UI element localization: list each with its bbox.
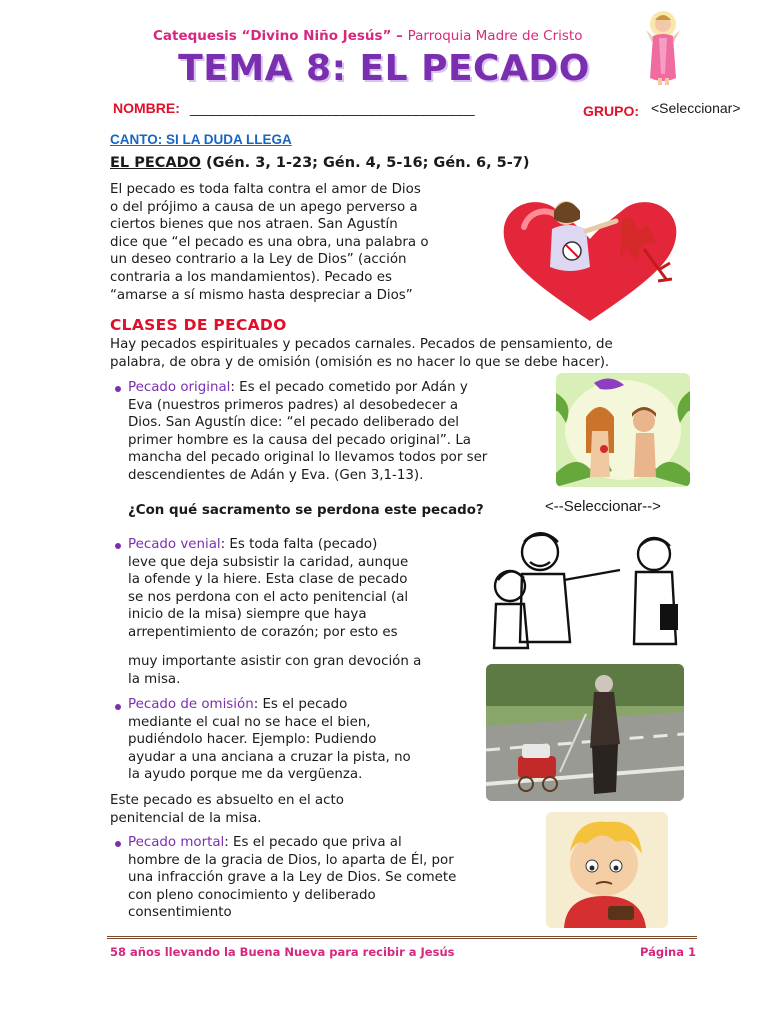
mortal-line: consentimiento bbox=[128, 905, 232, 921]
nombre-field[interactable]: _______________________________________ bbox=[190, 100, 475, 116]
bullet-dot bbox=[115, 704, 121, 710]
venial-paragraph-cont bbox=[128, 653, 469, 688]
mortal-term: Pecado mortal bbox=[128, 835, 225, 850]
intro-line: un deseo contrario a la Ley de Dios” (acción bbox=[110, 252, 407, 268]
reference-citations: (Gén. 3, 1-23; Gén. 4, 5-16; Gén. 6, 5-7) bbox=[200, 155, 530, 171]
intro-line: contraria a los mandamientos). Pecado es bbox=[110, 269, 392, 285]
header-line bbox=[153, 28, 582, 44]
omision-line: pudiéndolo hacer. Ejemplo: Pudiendo bbox=[128, 732, 377, 748]
bullet-dot bbox=[115, 841, 121, 847]
grupo-label: GRUPO: bbox=[583, 103, 639, 119]
intro-paragraph bbox=[110, 181, 478, 304]
original-line: primer hombre es la causa del pecado original”. La bbox=[128, 432, 471, 448]
mortal-line: con pleno conocimiento y deliberado bbox=[128, 887, 376, 903]
heart-devil-illustration bbox=[494, 183, 686, 329]
mortal-line: hombre de la gracia de Dios, lo aparta de Él, por bbox=[128, 852, 454, 868]
venial-line: leve que deja subsistir la caridad, aunque bbox=[128, 554, 409, 570]
omision-after-paragraph bbox=[110, 792, 469, 827]
worried-boy-illustration bbox=[546, 812, 668, 928]
footer-motto: 58 años llevando la Buena Nueva para recibir a Jesús bbox=[110, 945, 455, 959]
sacramento-select[interactable]: <--Seleccionar--> bbox=[545, 498, 661, 515]
venial-line: : Es toda falta (pecado) bbox=[220, 537, 378, 552]
venial-term: Pecado venial bbox=[128, 537, 221, 552]
clases-line: Hay pecados espirituales y pecados carnales. Pecados de pensamiento, de bbox=[110, 337, 613, 352]
nombre-label: NOMBRE: bbox=[113, 100, 180, 116]
reference-label: EL PECADO bbox=[110, 155, 201, 171]
clases-heading: CLASES DE PECADO bbox=[110, 316, 287, 334]
clases-line: palabra, de obra y de omisión (omisión es no hacer lo que se debe hacer). bbox=[110, 354, 610, 370]
adan-eva-illustration bbox=[556, 373, 690, 487]
venial-paragraph bbox=[128, 536, 469, 642]
parroquia-name: Parroquia Madre de Cristo bbox=[407, 28, 583, 44]
bullying-kids-illustration bbox=[484, 524, 688, 656]
grupo-select[interactable]: <Seleccionar> bbox=[651, 100, 741, 116]
mortal-line: : Es el pecado que priva al bbox=[224, 835, 402, 850]
intro-line: o del prójimo a causa de un apego perverso a bbox=[110, 199, 418, 215]
intro-line: “amarse a sí mismo hasta despreciar a Dios” bbox=[110, 287, 413, 303]
pecado-reference bbox=[110, 155, 530, 171]
clases-paragraph bbox=[110, 336, 694, 371]
venial-line: la ofende y la hiere. Esta clase de pecado bbox=[128, 572, 408, 588]
bullet-dot bbox=[115, 543, 121, 549]
venial-line: la misa. bbox=[128, 671, 181, 687]
anciana-photo bbox=[486, 664, 684, 801]
canto-link[interactable]: CANTO: SI LA DUDA LLEGA bbox=[110, 132, 292, 147]
omision-term: Pecado de omisión bbox=[128, 697, 254, 712]
omision-paragraph bbox=[128, 696, 469, 784]
original-line: Eva (nuestros primeros padres) al desobedecer a bbox=[128, 397, 459, 413]
omision-line: ayudar a una anciana a cruzar la pista, no bbox=[128, 749, 411, 765]
original-paragraph bbox=[128, 379, 544, 485]
omision-line: : Es el pecado bbox=[253, 697, 348, 712]
venial-line: se nos perdona con el acto penitencial (al bbox=[128, 589, 409, 605]
original-line: : Es el pecado cometido por Adán y bbox=[230, 380, 468, 395]
footer-divider bbox=[107, 936, 697, 939]
page-number: Página 1 bbox=[640, 945, 697, 959]
mortal-line: una infracción grave a la Ley de Dios. Se comete bbox=[128, 870, 457, 886]
omision-after-line: penitencial de la misa. bbox=[110, 810, 262, 826]
bullet-dot bbox=[115, 386, 121, 392]
intro-line: El pecado es toda falta contra el amor de Dios bbox=[110, 182, 421, 197]
sacrament-question: ¿Con qué sacramento se perdona este pecado? bbox=[128, 503, 484, 518]
intro-line: ciertos bienes que nos atraen. San Agustín bbox=[110, 217, 398, 233]
omision-line: mediante el cual no se hace el bien, bbox=[128, 714, 371, 730]
page-title: TEMA 8: EL PECADO bbox=[178, 48, 590, 89]
mortal-paragraph bbox=[128, 834, 524, 922]
intro-line: dice que “el pecado es una obra, una palabra o bbox=[110, 234, 429, 250]
original-line: descendientes de Adán y Eva. (Gen 3,1-13). bbox=[128, 467, 424, 483]
omision-after-line: Este pecado es absuelto en el acto bbox=[110, 793, 344, 808]
venial-line: inicio de la misa) siempre que haya bbox=[128, 607, 367, 623]
header-dash: – bbox=[391, 28, 408, 44]
venial-line: arrepentimiento de corazón; por esto es bbox=[128, 624, 398, 640]
original-line: Dios. San Agustín dice: “el pecado deliberado del bbox=[128, 415, 460, 431]
original-term: Pecado original bbox=[128, 380, 231, 395]
catequesis-name: Catequesis “Divino Niño Jesús” bbox=[153, 28, 392, 44]
omision-line: la ayudo porque me da vergüenza. bbox=[128, 767, 363, 783]
original-line: mancha del pecado original lo llevamos todos por ser bbox=[128, 450, 488, 466]
venial-line: muy importante asistir con gran devoción a bbox=[128, 654, 422, 669]
